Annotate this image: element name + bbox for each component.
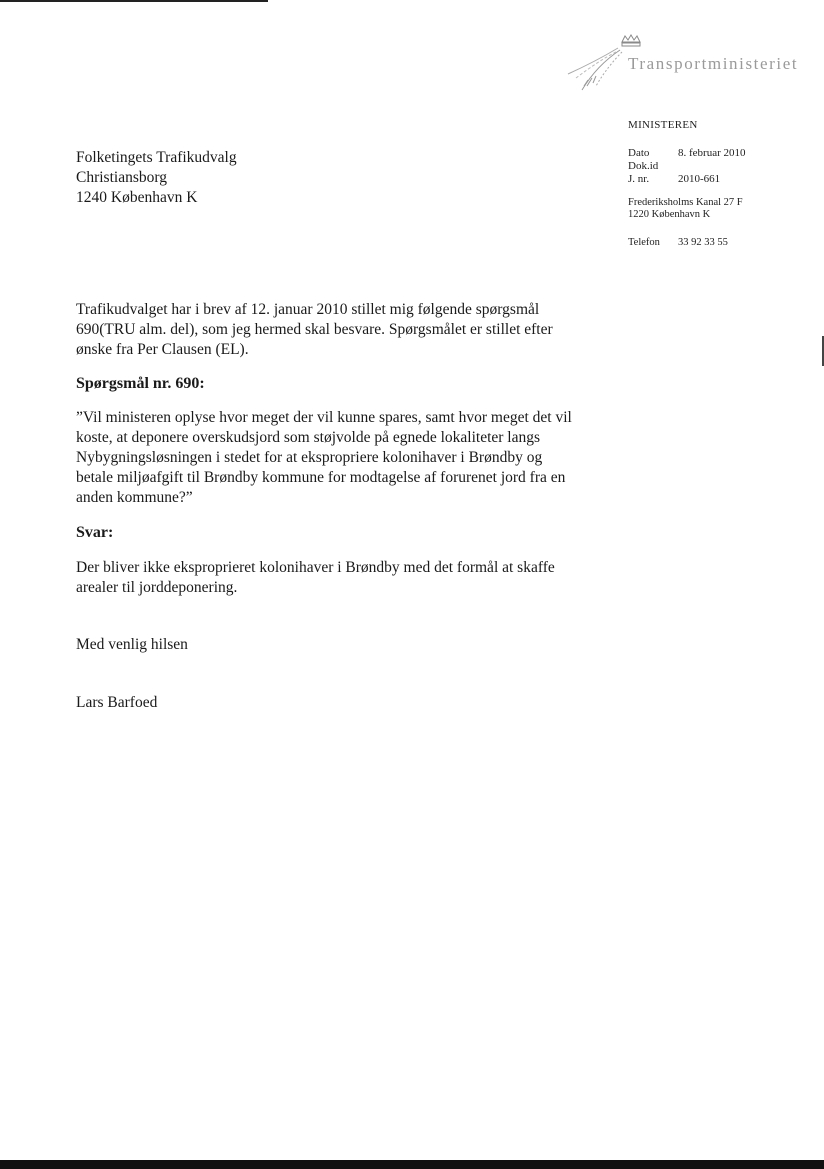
- recipient-address: [76, 148, 237, 208]
- recipient-line: Christiansborg: [76, 169, 167, 186]
- meta-key: Dok.id: [628, 160, 659, 172]
- text-line: ”Vil ministeren oplyse hvor meget der vil kunne spares, samt hvor meget det vil: [76, 409, 572, 426]
- text-line: anden kommune?”: [76, 489, 193, 506]
- meta-row-jnr: [628, 173, 818, 186]
- meta-value: [678, 160, 818, 173]
- text-line: koste, at deponere overskudsjord som støjvolde på egnede lokaliteter langs: [76, 429, 541, 446]
- sender-phone: [628, 237, 728, 248]
- closing: Med venlig hilsen: [76, 636, 188, 653]
- ministry-name: Transportministeriet: [628, 54, 799, 73]
- signature: Lars Barfoed: [76, 694, 158, 711]
- meta-table: [628, 147, 818, 186]
- sender-info: [628, 119, 818, 248]
- recipient-line: Folketingets Trafikudvalg: [76, 149, 237, 166]
- meta-key: Dato: [628, 147, 650, 159]
- text-line: 690(TRU alm. del), som jeg hermed skal besvare. Spørgsmålet er stillet efter: [76, 321, 553, 338]
- meta-key: J. nr.: [628, 173, 650, 185]
- bottom-scan-band: [0, 1160, 824, 1169]
- phone-value: 33 92 33 55: [678, 237, 728, 248]
- address-line: 1220 København K: [628, 209, 711, 220]
- text-line: ønske fra Per Clausen (EL).: [76, 341, 249, 358]
- answer-heading: Svar:: [76, 524, 114, 541]
- question-paragraph: [76, 408, 596, 508]
- sender-address: [628, 197, 743, 221]
- text-line: Trafikudvalget har i brev af 12. januar 2010 stillet mig følgende spørgsmål: [76, 301, 540, 318]
- ministry-logo: [560, 30, 800, 100]
- meta-value: 8. februar 2010: [678, 147, 746, 159]
- office-title: MINISTEREN: [628, 119, 698, 131]
- intro-paragraph: [76, 300, 596, 360]
- meta-value: 2010-661: [678, 173, 721, 185]
- question-heading: Spørgsmål nr. 690:: [76, 375, 205, 392]
- text-line: arealer til jorddeponering.: [76, 579, 238, 596]
- meta-row-date: [628, 147, 818, 160]
- address-line: Frederiksholms Kanal 27 F: [628, 197, 743, 208]
- text-line: Nybygningsløsningen i stedet for at ekspropriere kolonihaver i Brøndby og: [76, 449, 543, 466]
- recipient-line: 1240 København K: [76, 189, 198, 206]
- answer-paragraph: [76, 558, 596, 598]
- phone-label: Telefon: [628, 237, 660, 248]
- text-line: betale miljøafgift til Brøndby kommune for modtagelse af forurenet jord fra en: [76, 469, 566, 486]
- text-line: Der bliver ikke eksproprieret kolonihaver i Brøndby med det formål at skaffe: [76, 559, 555, 576]
- top-rule: [0, 0, 268, 2]
- meta-row-dokid: [628, 160, 818, 173]
